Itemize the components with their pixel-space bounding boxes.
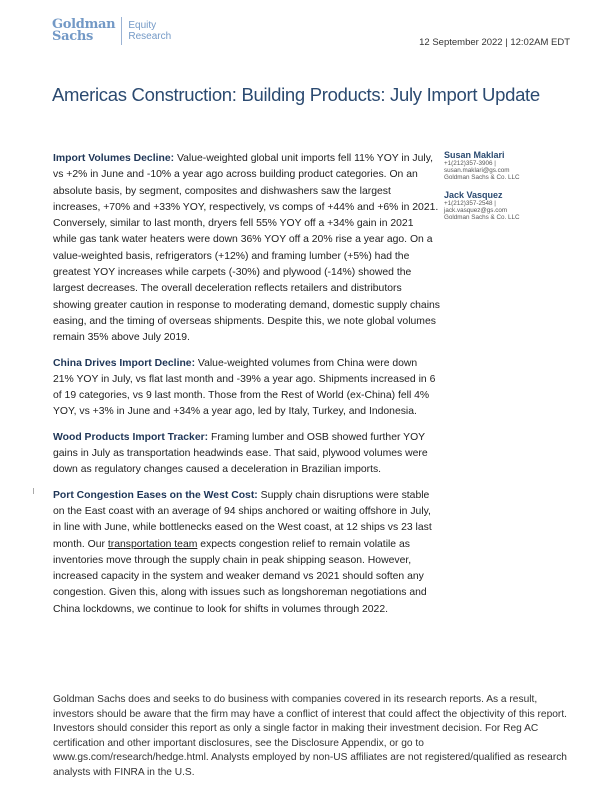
- analyst-list: [444, 150, 520, 229]
- logo-line1: Goldman: [52, 17, 116, 32]
- paragraph-text: expects congestion relief to remain volatile as inventories move through the supply chain in peak shipping season. However, increased capacity in the system and weaker demand vs 2021 should soften any congestion. Given this, along with issues such as longshoreman negotiations and China lockdowns, we continue to look for shifts in volumes through 2022.: [53, 538, 427, 615]
- report-body: [53, 151, 440, 627]
- analyst-phone: +1(212)357-2548 |: [444, 199, 496, 207]
- analyst-card: [444, 190, 520, 222]
- analyst-name: Susan Maklari: [444, 150, 505, 160]
- paragraph-heading: Wood Products Import Tracker:: [53, 431, 209, 443]
- paragraph-heading: China Drives Import Decline:: [53, 357, 196, 369]
- goldman-sachs-logo: [52, 17, 171, 45]
- paragraph-text: Supply chain disruptions were stable on the East coast with an average of 94 ships anchored or waiting offshore in July, in line with June, while bottlenecks eased on the West coast, at 12 ships vs 23 last month. Our: [53, 489, 432, 550]
- division-line2: Research: [128, 31, 172, 42]
- margin-mark: [33, 488, 34, 494]
- division-line1: Equity: [128, 20, 157, 31]
- analyst-phone: +1(212)357-3906 |: [444, 160, 496, 167]
- logo-divider: [121, 17, 122, 45]
- paragraph-heading: Import Volumes Decline:: [53, 153, 175, 164]
- paragraph-import-volumes: [53, 151, 440, 347]
- analyst-firm: Goldman Sachs & Co. LLC: [444, 174, 520, 182]
- analyst-card: [444, 150, 520, 182]
- disclaimer: Goldman Sachs does and seeks to do business with companies covered in its research reports. As a result, investors should be aware that the firm may have a conflict of interest that could affect the objectivity of this report. Investors should consider this report as only a single factor in making their investment decision. For Reg AC certification and other important disclosures, see the Disclosure Appendix, or go to www.gs.com/research/hedge.html. Analysts employed by non-US affiliates are not registered/qualified as research analysts with FINRA in the U.S.: [53, 694, 567, 778]
- paragraph-port: [53, 488, 440, 618]
- report-title: Americas Construction: Building Products: July Import Update: [52, 84, 540, 105]
- paragraph-text: Framing lumber and OSB showed further YOY gains in July as transportation headwinds ease. That said, plywood volumes were down as regulatory changes caused a deceleration in Brazilian imports.: [53, 431, 428, 476]
- logo-line2: Sachs: [52, 29, 93, 44]
- paragraph-heading: Port Congestion Eases on the West Cost:: [53, 489, 258, 501]
- analyst-firm: Goldman Sachs & Co. LLC: [444, 214, 520, 222]
- analyst-email[interactable]: susan.maklari@gs.com: [444, 167, 510, 175]
- paragraph-china: [53, 356, 440, 421]
- transportation-team-link[interactable]: transportation team: [107, 538, 198, 550]
- analyst-email[interactable]: jack.vasquez@gs.com: [444, 206, 508, 214]
- paragraph-text: Value-weighted volumes from China were down 21% YOY in July, vs flat last month and -39% a year ago. Shipments increased in 6 of 19 categories, vs 9 last month. Those from the Rest of World (ex-China) fell 4% YOY, vs +3% in June and +34% a year ago, led by Italy, Turkey, and Indonesia.: [53, 357, 436, 418]
- paragraph-text: Value-weighted global unit imports fell 11% YOY in July, vs +2% in June and -10% a year ago across building product categories. On an absolute basis, by segment, composites and dishwashers saw the largest increases, +70% and +33% YOY, respectively, vs comps of +44% and +6% in 2021. Conversely, similar to last month, dryers fell 55% YOY off a +34% gain in 2021 while gas tank water heaters were down 36% YOY off a 20% rise a year ago. On a value-weighted basis, refrigerators (+12%) and framing lumber (+5%) had the greatest YOY increases while carpets (-30%) and plywood (-14%) showed the largest decreases. The overall deceleration reflects retailers and distributors showing greater caution in response to moderating demand, domestic supply chains easing, and the timing of overseas shipments. Despite this, we note global volumes remain 35% above July 2019.: [53, 153, 440, 344]
- paragraph-wood: [53, 430, 440, 479]
- publish-date: 12 September 2022 | 12:02AM EDT: [419, 37, 570, 48]
- analyst-name: Jack Vasquez: [444, 189, 503, 200]
